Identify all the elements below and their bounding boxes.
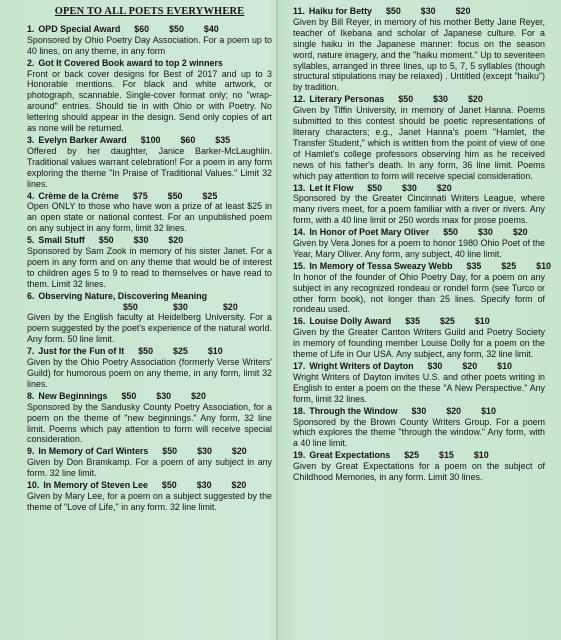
contest-name: In Memory of Carl Winters xyxy=(38,446,149,457)
contest-name: In Memory of Steven Lee xyxy=(43,480,148,491)
contest-number: 9. xyxy=(27,446,35,457)
contest-number: 12. xyxy=(293,94,306,105)
prize-amount: $20 xyxy=(231,480,247,491)
contest-title xyxy=(27,480,272,491)
contest-description: Sponsored by Sam Zook in memory of his sister Janet. For a poem in any form and on any theme that would be of interest to children ages 5 to 9 to read to themselves or have read to them. Limit 32 lines. xyxy=(27,246,272,289)
prize-amount: $50 xyxy=(385,6,401,16)
contest-name: Evelyn Barker Award xyxy=(38,134,127,145)
contest-title xyxy=(27,446,272,457)
contest-name: Louise Dolly Award xyxy=(309,316,392,327)
contest-title xyxy=(27,235,272,246)
contest-number: 19. xyxy=(293,450,306,461)
contest-title xyxy=(293,406,545,417)
prize-amount: $10 xyxy=(474,316,490,327)
contest-name: Crème de la Crème xyxy=(38,190,119,201)
contest-number: 16. xyxy=(293,316,306,327)
contest-number: 14. xyxy=(293,227,306,238)
prize-amount: $20 xyxy=(455,6,471,16)
prize-amount: $20 xyxy=(467,94,483,105)
contest-title xyxy=(27,24,272,35)
contest-title xyxy=(293,316,545,327)
contest-description: Given by Great Expectations for a poem on the subject of Childhood Memories, in any form. Limit 30 lines. xyxy=(293,461,545,483)
contest-name: New Beginnings xyxy=(38,390,108,401)
contest-entry xyxy=(293,94,545,181)
contest-description: Given by Bill Reyer, in memory of his mother Betty Jane Reyer, teacher of Ikebana and scholar of Japanese culture. For a single haiku in the Japanese manner: focus on the season word, nature imagery, and the "haiku moment." Up to seventeen syllables, arranged in three lines, up to 5, 7, 5 syllables (though structural stipulations may be relaxed) . Untitled (except "haiku") by tradition. xyxy=(293,16,545,93)
prize-amount: $50 xyxy=(443,227,458,238)
prize-amount: $50 xyxy=(138,346,154,357)
contest-name: Got It Covered Book award to top 2 winners xyxy=(38,57,223,68)
contest-entry xyxy=(27,291,272,346)
prize-amount: $25 xyxy=(404,450,420,461)
contest-title xyxy=(293,183,545,194)
prize-amount: $20 xyxy=(168,235,184,246)
prize-amount: $20 xyxy=(462,361,478,371)
contest-title xyxy=(293,361,545,372)
contest-entry xyxy=(293,406,545,450)
contest-title xyxy=(293,6,545,17)
flyer-header: OPEN TO ALL POETS EVERYWHERE xyxy=(54,6,245,17)
contest-name: Let It Flow xyxy=(309,182,354,193)
contest-description: Front or back cover designs for Best of 2017 and up to 3 Honorable mentions. For black and white artwork, or photograph, scannable. Single-cover format only; no "wrap-around" entries. Should tie in with Ohio or with Poetry. No lettering should appear in the design. Send only copies of art as none will be returned. xyxy=(27,68,272,134)
prize-amount: $30 xyxy=(427,361,443,371)
contest-entry xyxy=(27,480,272,513)
prize-amount: $20 xyxy=(436,182,452,193)
prize-amount: $10 xyxy=(473,450,489,461)
contest-entry xyxy=(27,235,272,290)
prize-amount: $15 xyxy=(439,450,454,461)
prize-amount: $50 xyxy=(367,182,383,193)
contest-title xyxy=(27,346,272,357)
contest-title xyxy=(27,391,272,402)
contest-description: Sponsored by the Greater Cincinnati Writers League, where many rivers meet, for a poem familiar with a river or rivers. Any form, with a 40 line limit or 250 words max for prose poems. xyxy=(293,193,545,226)
contest-description: Given by the English faculty at Heidelberg University. For a poem suggested by the poet's experience of the natural world. Any form. 50 line limit. xyxy=(27,312,272,345)
prize-amount: $20 xyxy=(446,405,462,416)
prize-amount: $50 xyxy=(121,390,137,401)
prize-amount: $10 xyxy=(497,361,512,371)
contest-name: Just for the Fun of It xyxy=(38,346,125,357)
contest-description: Sponsored by Ohio Poetry Day Association. For a poem up to 40 lines, on any theme, in any form xyxy=(27,34,272,56)
prize-amount: $25 xyxy=(202,190,218,201)
contest-entry xyxy=(27,24,272,57)
prize-amount: $30 xyxy=(156,390,172,401)
prize-amount: $35 xyxy=(215,134,231,145)
prize-amount: $40 xyxy=(203,23,219,34)
contest-description: Given by Vera Jones for a poem to honor 1980 Ohio Poet of the Year, Mary Oliver. Any form, any subject, 40 line limit. xyxy=(293,238,545,259)
prize-amount: $25 xyxy=(173,346,188,357)
contest-entry xyxy=(27,346,272,390)
prize-amount: $60 xyxy=(180,134,196,145)
contest-description: Open ONLY to those who have won a prize of at least $25 in an open state or national contest. For an unpublished poem on any subject in any form, limit 32 lines. xyxy=(27,201,272,234)
contest-title xyxy=(293,260,551,272)
contest-number: 11. xyxy=(293,6,305,16)
contest-name: In Honor of Poet Mary Oliver xyxy=(309,227,430,238)
right-column xyxy=(293,6,551,484)
contest-description: Sponsored by the Brown County Writers Group. For a poem which explores the theme "through the window." Any form, with a 40 line limit. xyxy=(293,416,545,449)
contest-description: Given by Tiffin University, in memory of Janet Hanna. Poems submitted to this contest should be poetic representations of literary characters; e.g., Janet Hanna's poem "Hamlet, the Transfer Student," which is written from the point of view of one of Hamlet's college professors observing him as he received news of his father's death. In any form, 36 line limit. Poems which pay attention to form will receive special consideration. xyxy=(293,105,545,181)
contest-description: Given by Don Bramkamp. For a poem of any subject in any form. 32 line limit. xyxy=(27,457,272,479)
contest-list-left xyxy=(27,24,272,513)
contest-entry xyxy=(27,191,272,235)
contest-title xyxy=(293,94,545,105)
contest-number: 2. xyxy=(27,57,35,68)
contest-number: 7. xyxy=(27,346,35,357)
contest-name: OPD Special Award xyxy=(38,23,121,34)
contest-number: 18. xyxy=(293,405,306,416)
contest-entry xyxy=(293,316,545,360)
contest-name: Great Expectations xyxy=(309,450,391,461)
contest-title xyxy=(27,58,272,69)
prize-amount: $20 xyxy=(231,446,247,457)
contest-entry xyxy=(27,58,272,134)
contest-number: 10. xyxy=(27,480,40,491)
left-column xyxy=(27,6,272,514)
contest-title xyxy=(27,135,272,146)
contest-number: 3. xyxy=(27,134,35,145)
contest-number: 1. xyxy=(27,23,35,34)
prize-amount: $60 xyxy=(134,23,150,34)
contest-number: 8. xyxy=(27,390,35,401)
contest-description: In honor of the founder of Ohio Poetry Day, for a poem on any subject in any recognized rondeau or rondel form (see Turco or other form book), not longer than 25 lines. Specify form of rondeau used. xyxy=(293,271,545,315)
contest-description: Given by the Ohio Poetry Association (formerly Verse Writers' Guild) for humorous poem on any theme, in any form, limit 32 lines. xyxy=(27,357,272,389)
contest-number: 6. xyxy=(27,290,35,301)
prize-amount: $50 xyxy=(398,94,414,105)
contest-name: Literary Personas xyxy=(309,94,385,105)
prize-amount: $10 xyxy=(207,346,223,357)
contest-list-right xyxy=(293,6,551,483)
contest-number: 13. xyxy=(293,182,306,193)
prize-amount: $30 xyxy=(402,182,417,193)
contest-title xyxy=(27,291,272,302)
prize-amount: $30 xyxy=(133,235,149,246)
contest-number: 4. xyxy=(27,190,35,201)
contest-name: Wright Writers of Dayton xyxy=(309,361,414,371)
prize-amount: $35 xyxy=(466,260,482,271)
prize-amount: $10 xyxy=(536,260,551,271)
contest-entry xyxy=(293,6,545,93)
contest-entry xyxy=(27,391,272,446)
contest-name: In Memory of Tessa Sweazy Webb xyxy=(309,260,453,271)
contest-entry xyxy=(293,361,545,405)
prize-amount: $35 xyxy=(405,316,421,327)
contest-entry xyxy=(293,183,545,227)
prize-amount: $50 xyxy=(161,480,177,491)
page-fold xyxy=(276,0,279,640)
prize-amount: $75 xyxy=(132,190,148,201)
prize-amount: $30 xyxy=(196,480,212,491)
contest-entry xyxy=(27,135,272,190)
prize-amount: $30 xyxy=(411,405,427,416)
contest-entry xyxy=(293,450,545,483)
contest-name: Observing Nature, Discovering Meaning xyxy=(38,290,208,301)
prize-amount: $50 xyxy=(98,235,114,246)
prize-amount: $20 xyxy=(223,301,238,312)
contest-description: Wright Writers of Dayton invites U.S. and other poets writing in English to enter a poem on the these "A New Perspective." Any form, limit 32 lines. xyxy=(293,371,545,404)
contest-description: Offered by her daughter, Janice Barker-McLaughlin. Traditional values warrant celebration! For a poem in any form exploring the theme "In Praise of Traditional Values." Limit 32 lines. xyxy=(27,145,272,189)
contest-number: 15. xyxy=(293,260,306,271)
prize-amount: $50 xyxy=(169,23,184,34)
contest-description: Sponsored by the Sandusky County Poetry Association, for a poem on the theme of "new beginnings." Any form, 32 line limit. Poems which pay attention to form will receive special consideration. xyxy=(27,401,272,445)
prize-amount: $30 xyxy=(433,94,448,105)
prize-amount: $30 xyxy=(173,301,188,312)
prize-amount: $25 xyxy=(501,260,517,271)
contest-description: Given by Mary Lee, for a poem on a subject suggested by the theme of "Love of Life," in any form. 32 line limit. xyxy=(27,490,272,512)
prize-amount: $30 xyxy=(197,446,212,457)
prize-amount: $10 xyxy=(481,405,496,416)
prize-amount: $20 xyxy=(191,390,206,401)
prize-amount: $50 xyxy=(123,301,138,312)
contest-number: 17. xyxy=(293,361,306,371)
contest-number: 5. xyxy=(27,235,35,246)
contest-title xyxy=(27,191,272,202)
contest-entry xyxy=(293,260,551,316)
contest-entry xyxy=(293,227,545,260)
contest-description: Given by the Greater Canton Writers Guild and Poetry Society in memory of founding member Louise Dolly for a poem on the theme of Life in Our USA. Any subject, any form, 32 line limit. xyxy=(293,327,545,360)
prize-amount: $30 xyxy=(478,227,493,238)
contest-name: Haiku for Betty xyxy=(308,6,372,16)
prize-amount: $20 xyxy=(512,227,528,238)
contest-title xyxy=(293,450,545,461)
prize-amount: $25 xyxy=(440,316,455,327)
contest-title xyxy=(293,227,545,238)
prize-amount: $30 xyxy=(420,6,436,16)
prize-amount: $100 xyxy=(140,134,161,145)
prize-amount: $50 xyxy=(162,446,178,457)
prize-line xyxy=(27,302,272,313)
prize-amount: $50 xyxy=(167,190,183,201)
contest-name: Through the Window xyxy=(309,405,398,416)
contest-name: Small Stuff xyxy=(38,235,85,246)
contest-entry xyxy=(27,446,272,479)
